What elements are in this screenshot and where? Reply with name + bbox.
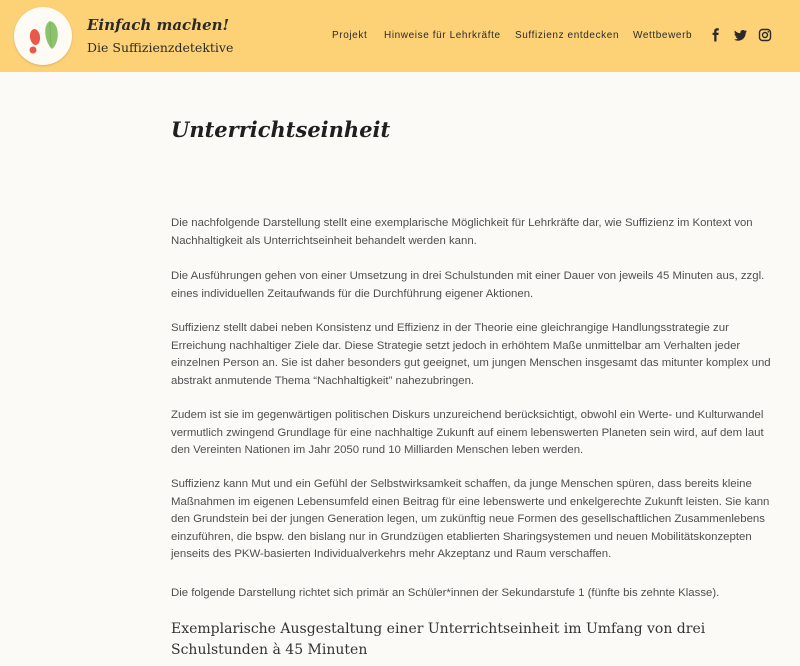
paragraph-5: Suffizienz kann Mut und ein Gefühl der Selbstwirksamkeit schaffen, da junge Menschen spüren, dass bereits kleine Maßnahmen im eigenen Lebensumfeld einen Beitrag für eine lebenswerte und enkelgerechte Zukunft leisten. Sie kann den Grundstein bei der jungen Generation legen, um zukünftig neue Formen des gesellschaftlichen Zusammenlebens einzuführen, die bspw. den bislang nur in Grundzügen etablierten Sharingsystemen und neuen Mobilitätskonzepten jenseits des PKW-basierten Individualverkehrs mehr Akzeptanz und Raum verschaffen.: [171, 478, 770, 560]
page-title: Unterrichtseinheit: [171, 117, 391, 142]
brand-subtitle[interactable]: Die Suffizienzdetektive: [87, 40, 234, 55]
nav-item-projekt[interactable]: Projekt: [332, 30, 368, 41]
paragraph-6: Die folgende Darstellung richtet sich primär an Schüler*innen der Sekundarstufe 1 (fünfte bis zehnte Klasse).: [171, 587, 720, 599]
footprints-icon: [14, 7, 72, 65]
paragraph-4: Zudem ist sie im gegenwärtigen politischen Diskurs unzureichend berücksichtigt, obwohl ein Werte- und Kulturwandel vermutlich zwingend Grundlage für eine nachhaltige Zukunft auf einem lebenswerten Planeten sein wird, auf dem laut den Vereinten Nationen im Jahr 2050 rund 10 Milliarden Menschen leben werden.: [171, 409, 764, 456]
paragraph-3: Suffizienz stellt dabei neben Konsistenz und Effizienz in der Theorie eine gleichrangige Handlungsstrategie zur Erreichung nachhaltiger Ziele dar. Diese Strategie setzt jedoch in erhöhtem Maße unmittelbar am Verhalten jeder einzelnen Person an. Sie ist daher besonders gut geeignet, um jungen Menschen insgesamt das mitunter komplex und abstrakt anmutende Thema “Nachhaltigkeit” nahezubringen.: [171, 322, 771, 387]
twitter-icon[interactable]: [734, 28, 748, 42]
nav-item-suffizienz[interactable]: Suffizienz entdecken: [515, 30, 620, 41]
facebook-icon[interactable]: [709, 28, 723, 42]
site-header: [0, 0, 800, 72]
nav-item-hinweise[interactable]: Hinweise für Lehrkräfte: [384, 30, 501, 41]
paragraph-2: Die Ausführungen gehen von einer Umsetzung in drei Schulstunden mit einer Dauer von jeweils 45 Minuten aus, zzgl. eines individuellen Zeitaufwands für die Durchführung eigener Aktionen.: [171, 270, 765, 300]
brand-title[interactable]: Einfach machen!: [87, 16, 230, 34]
instagram-icon[interactable]: [758, 28, 772, 42]
site-logo[interactable]: [14, 7, 72, 65]
paragraph-1: Die nachfolgende Darstellung stellt eine exemplarische Möglichkeit für Lehrkräfte dar, wie Suffizienz im Kontext von Nachhaltigkeit als Unterrichtseinheit behandelt werden kann.: [171, 217, 753, 247]
nav-item-wettbewerb[interactable]: Wettbewerb: [633, 30, 693, 41]
section-subheading: Exemplarische Ausgestaltung einer Unterrichtseinheit im Umfang von drei Schulstunden à 45 Minuten: [171, 621, 706, 658]
